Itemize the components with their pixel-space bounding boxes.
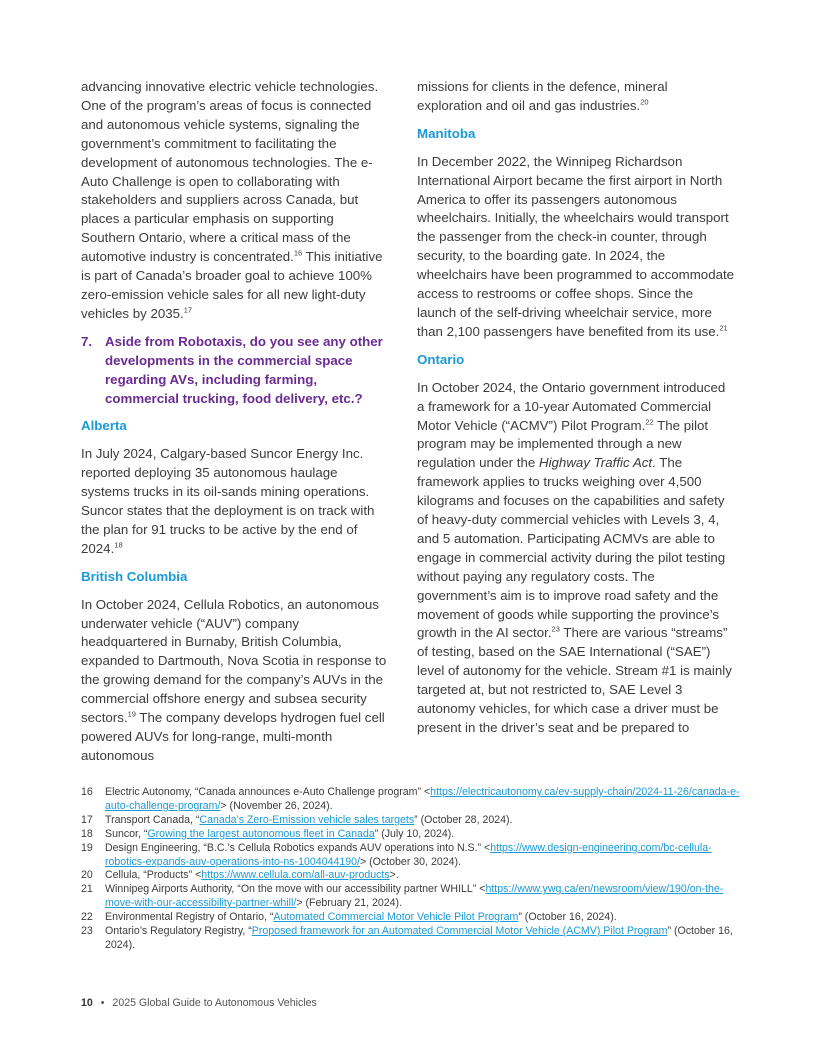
footnote-ref-23[interactable]: 23 — [551, 625, 560, 635]
continued-paragraph: missions for clients in the defence, mineral exploration and oil and gas industries.$^{20}$ — [417, 79, 668, 113]
footer-separator: • — [100, 997, 105, 1009]
heading-manitoba: Manitoba — [417, 125, 476, 141]
footer-title: 2025 Global Guide to Autonomous Vehicles — [112, 997, 317, 1009]
footnote-23: 23 Ontario’s Regulatory Registry, “Proposed framework for an Automated Commercial Motor Vehicle (ACMV) Pilot Program” (October 16, 2024). — [81, 925, 733, 951]
footnote-ref-18[interactable]: 18 — [114, 540, 123, 550]
footnote-ref-21[interactable]: 21 — [719, 323, 728, 333]
bc-paragraph: In October 2024, Cellula Robotics, an autonomous underwater vehicle (“AUV”) company headquartered in Burnaby, British Columbia, expanded to Dartmouth, Nova Scotia in response to the growing demand for the company’s AUVs in the commercial offshore energy and subsea security sectors.$^{19}$ The company develops hydrogen fuel cell powered AUVs for long-range, multi-month autonomous — [81, 596, 387, 763]
footnote-link[interactable]: Growing the largest autonomous fleet in Canada — [147, 827, 375, 840]
footnote-18: 18 Suncor, “Growing the largest autonomous fleet in Canada” (July 10, 2024). — [81, 827, 455, 840]
footnote-ref-20[interactable]: 20 — [640, 97, 649, 107]
ontario-paragraph: In October 2024, the Ontario government introduced a framework for a 10-year Automated Commercial Motor Vehicle (“ACMV”) Pilot Program.$^{22}$ The pilot program may be implemented through a new regulation under the Highway Traffic Act. The framework applies to trucks weighing over 4,500 kilograms and focuses on the capabilities and safety of heavy-duty commercial vehicles with Levels 3, 4, and 5 automation. Participating ACMVs are able to engage in commercial activity during the pilot testing without paying any regulatory costs. The government’s aim is to improve road safety and the movement of goods while supporting the province’s growth in the AI sector.$^{23}$ There are various “streams” of testing, based on the SAE International (“SAE”) level of autonomy for the vehicle. Stream #1 is mainly targeted at, but not restricted to, SAE Level 3 autonomy vehicles, for which case a driver must be present in the driver’s seat and be prepared to — [417, 379, 732, 735]
footnote-17: 17 Transport Canada, “Canada’s Zero-Emission vehicle sales targets” (October 28, 2024). — [81, 813, 513, 826]
heading-alberta: Alberta — [81, 418, 127, 434]
footnote-link[interactable]: https://www.cellula.com/all-auv-products — [201, 869, 390, 882]
right-column — [417, 78, 735, 738]
page-number: 10 — [81, 997, 93, 1009]
footnote-ref-17[interactable]: 17 — [183, 305, 193, 315]
act-title: Highway Traffic Act — [538, 455, 653, 471]
footnote-22: 22 Environmental Registry of Ontario, “Automated Commercial Motor Vehicle Pilot Program” (October 16, 2024). — [81, 911, 617, 924]
heading-ontario: Ontario — [417, 351, 465, 367]
intro-paragraph: advancing innovative electric vehicle technologies. One of the program’s areas of focus is connected and autonomous vehicle systems, signaling the government’s commitment to facilitating the development of autonomous technologies. The e-Auto Challenge is open to collaborating with stakeholders and suppliers across Canada, but places a particular emphasis on supporting Southern Ontario, where a critical mass of the automotive industry is concentrated.$^{16}$ This initiative is part of Canada’s broader goal to achieve 100% zero-emission vehicle sales for all new light-duty vehicles by 2035.17 — [81, 79, 383, 321]
left-column — [81, 78, 387, 766]
footnotes — [81, 786, 741, 953]
footnote-link[interactable]: Automated Commercial Motor Vehicle Pilot Program — [273, 911, 519, 924]
page-footer — [81, 997, 317, 1009]
alberta-paragraph: In July 2024, Calgary-based Suncor Energy Inc. reported deploying 35 autonomous haulage systems trucks in its oil-sands mining operations. Suncor states that the deployment is on track with the plan for 91 trucks to be active by the end of 2024.18 — [81, 446, 375, 556]
footnote-link[interactable]: https://www.ywg.ca/en/newsroom/view/190/on-the-move-with-our-accessibility-partner-whill/ — [105, 883, 724, 910]
heading-british-columbia: British Columbia — [81, 568, 188, 584]
footnote-19: 19 Design Engineering, “B.C.’s Cellula Robotics expands AUV operations into N.S.” <https://www.design-engineering.com/bc-cellula-robotics-expands-auv-operations-into-ns-1004044190/> (October 30, 2024). — [81, 841, 712, 868]
footnote-21: 21 Winnipeg Airports Authority, “On the move with our accessibility partner WHILL” <https://www.ywg.ca/en/newsroom/view/190/on-the-move-with-our-accessibility-partner-whill/> (February 21, 2024). — [81, 883, 724, 910]
footnote-16: 16 Electric Autonomy, “Canada announces e-Auto Challenge program” <https://electricautonomy.ca/ev-supply-chain/2024-11-26/canada-e-auto-challenge-program/> (November 26, 2024). — [81, 786, 740, 812]
footnote-ref-16[interactable]: 16 — [293, 248, 303, 258]
footnote-link[interactable]: https://electricautonomy.ca/ev-supply-chain/2024-11-26/canada-e-auto-challenge-program/ — [105, 786, 740, 812]
question-7 — [81, 333, 387, 409]
footnote-link[interactable]: https://www.design-engineering.com/bc-cellula-robotics-expands-auv-operations-into-ns-1004044190/ — [105, 841, 712, 868]
footnote-link[interactable]: Proposed framework for an Automated Commercial Motor Vehicle (ACMV) Pilot Program — [251, 925, 668, 938]
question-text: Aside from Robotaxis, do you see any other developments in the commercial space regarding AVs, including farming, commercial trucking, food delivery, etc.? — [105, 333, 383, 406]
footnote-20: 20 Cellula, “Products” <https://www.cellula.com/all-auv-products>. — [81, 869, 399, 882]
question-number: 7. — [81, 333, 93, 349]
footnote-ref-19[interactable]: 19 — [127, 709, 136, 719]
footnote-ref-22[interactable]: 22 — [645, 417, 654, 427]
manitoba-paragraph: In December 2022, the Winnipeg Richardson International Airport became the first airport in North America to offer its passengers autonomous wheelchairs. Initially, the wheelchairs would transport the passenger from the check-in counter, through security, to the boarding gate. In 2024, the wheelchairs have been programmed to accommodate access to restrooms or coffee shops. Since the launch of the self-driving wheelchair service, more than 2,100 passengers have benefited from its use.$^{21}$ — [417, 153, 735, 339]
footnote-link[interactable]: Canada’s Zero-Emission vehicle sales targets — [199, 813, 415, 826]
